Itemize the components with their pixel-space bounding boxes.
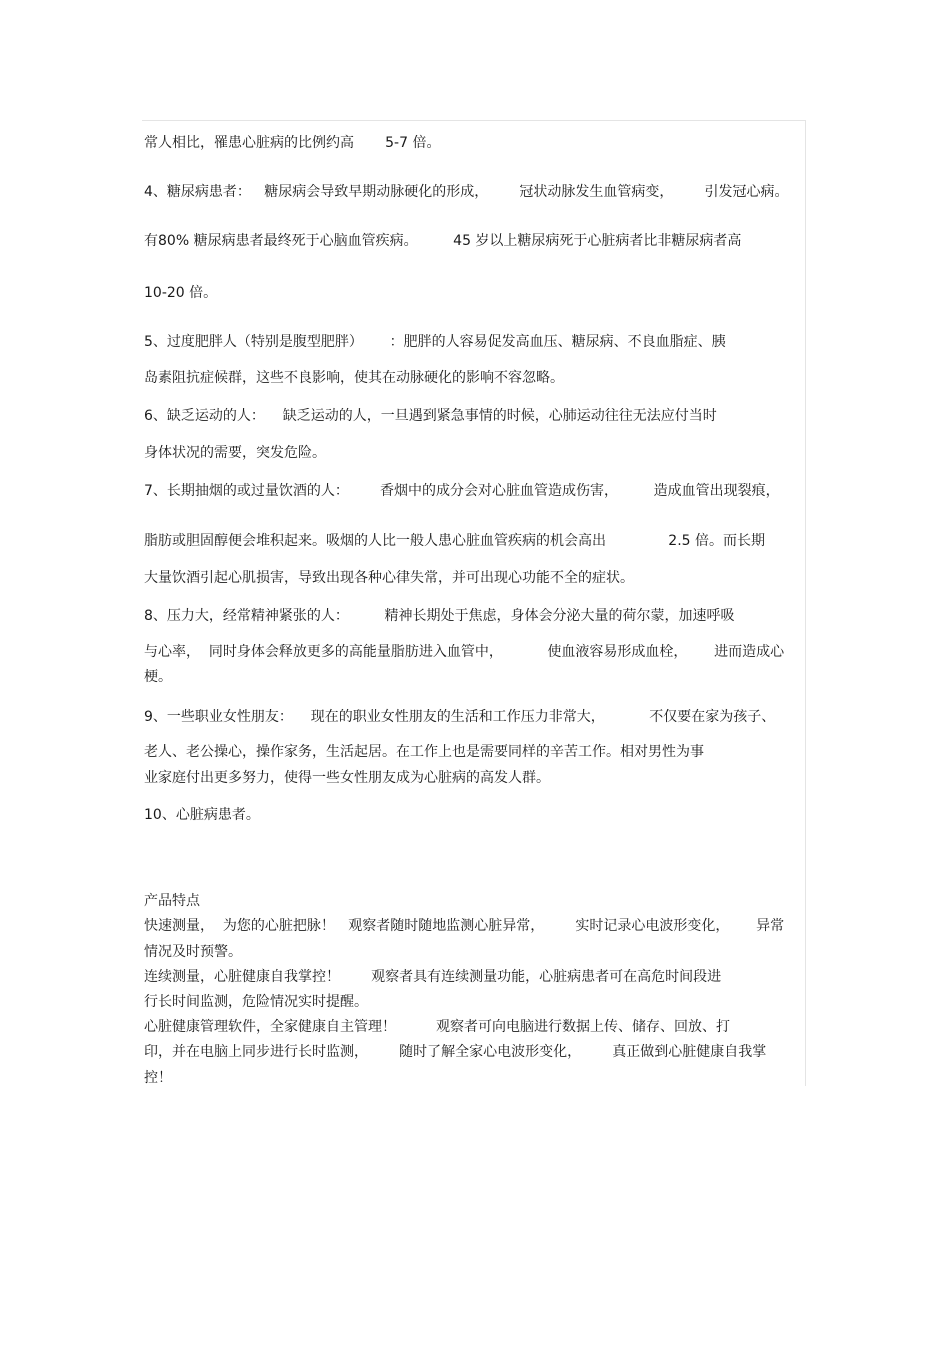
text-line: 大量饮酒引起心肌损害，导致出现各种心律失常，并可出现心功能不全的症状。 [144, 570, 634, 586]
text-line: 4、糖尿病患者： 糖尿病会导致早期动脉硬化的形成， 冠状动脉发生血管病变， 引发冠心病。 [144, 184, 789, 200]
text-line: 快速测量， 为您的心脏把脉！ 观察者随时随地监测心脏异常， 实时记录心电波形变化， 异常 [144, 918, 785, 934]
text-line: 岛素阻抗症候群，这些不良影响，使其在动脉硬化的影响不容忽略。 [144, 370, 564, 386]
section-heading: 产品特点 [144, 893, 200, 909]
text-line: 5、过度肥胖人（特别是腹型肥胖） ：肥胖的人容易促发高血压、糖尿病、不良血脂症、胰 [144, 334, 726, 350]
text-line: 9、一些职业女性朋友： 现在的职业女性朋友的生活和工作压力非常大， 不仅要在家为孩子、 [144, 709, 776, 725]
text-line: 业家庭付出更多努力，使得一些女性朋友成为心脏病的高发人群。 [144, 770, 550, 786]
text-line: 行长时间监测，危险情况实时提醒。 [144, 994, 368, 1010]
text-line: 印，并在电脑上同步进行长时监测， 随时了解全家心电波形变化， 真正做到心脏健康自我掌 [144, 1044, 767, 1060]
text-line: 6、缺乏运动的人： 缺乏运动的人，一旦遇到紧急事情的时候，心肺运动往往无法应付当时 [144, 408, 717, 424]
text-line: 8、压力大，经常精神紧张的人： 精神长期处于焦虑，身体会分泌大量的荷尔蒙，加速呼吸 [144, 608, 735, 624]
text-line: 10、心脏病患者。 [144, 807, 260, 823]
text-line: 有80% 糖尿病患者最终死于心脑血管疾病。 45 岁以上糖尿病死于心脏病者比非糖尿病者高 [144, 233, 742, 249]
text-line: 10-20 倍。 [144, 285, 218, 301]
text-line: 脂肪或胆固醇便会堆积起来。吸烟的人比一般人患心脏血管疾病的机会高出 2.5 倍。而长期 [144, 533, 766, 549]
text-line: 梗。 [144, 669, 172, 685]
text-line: 7、长期抽烟的或过量饮酒的人： 香烟中的成分会对心脏血管造成伤害， 造成血管出现裂痕， [144, 483, 780, 499]
text-line: 心脏健康管理软件，全家健康自主管理！ 观察者可向电脑进行数据上传、储存、回放、打 [144, 1019, 731, 1035]
page-frame [142, 120, 806, 1086]
text-line: 身体状况的需要，突发危险。 [144, 445, 326, 461]
text-line: 常人相比，罹患心脏病的比例约高 5-7 倍。 [144, 135, 441, 151]
text-line: 与心率， 同时身体会释放更多的高能量脂肪进入血管中， 使血液容易形成血栓， 进而造成心 [144, 644, 785, 660]
text-line: 连续测量，心脏健康自我掌控！ 观察者具有连续测量功能，心脏病患者可在高危时间段进 [144, 969, 722, 985]
text-line: 老人、老公操心，操作家务，生活起居。在工作上也是需要同样的辛苦工作。相对男性为事 [144, 744, 704, 760]
text-line: 情况及时预警。 [144, 944, 242, 960]
text-line: 控！ [144, 1070, 172, 1086]
